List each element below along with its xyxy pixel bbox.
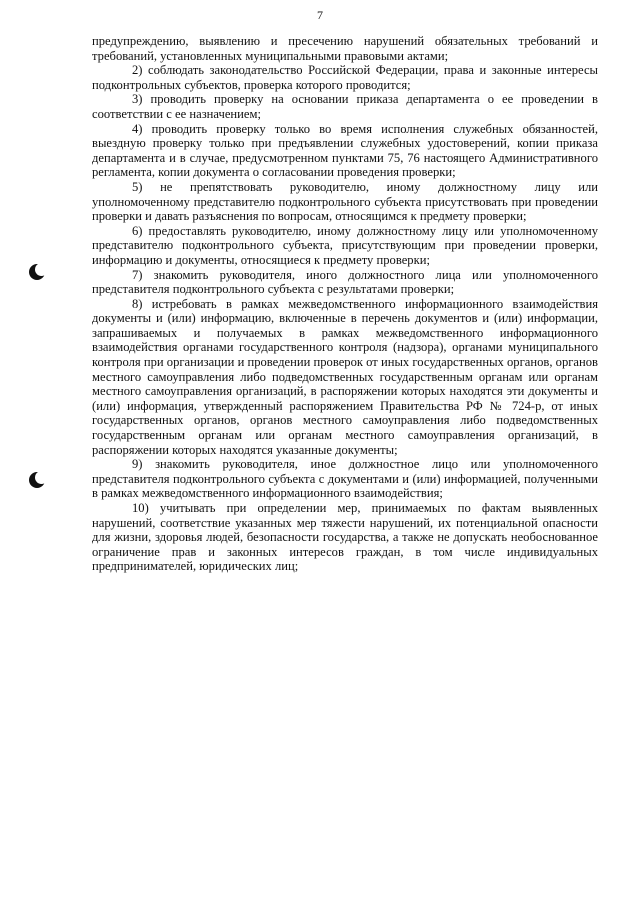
paragraph-item-5: 5) не препятствовать руководителю, иному должностному лицу или уполномоченному представителю подконтрольного субъекта присутствовать при проведении проверки и давать разъяснения по вопросам, относящимся к предмету проверки; — [92, 179, 598, 224]
paragraph-item-8: 8) истребовать в рамках межведомственного информационного взаимодействия документы и (или) информацию, включенные в перечень документов и (или) информации, запрашиваемых и получаемых в рамках межведомственного информационного взаимодействия органами государственного контроля (надзора), органами муниципального контроля при организации и проведении проверок от иных государственных органов, органов местного самоуправления либо подведомственных государственным органам или органам местного самоуправления организаций, в распоряжении которых находятся эти документы и (или) информация, утвержденный распоряжением Правительства РФ № 724-р, от иных государственных органов, органов местного самоуправления либо подведомственных государственным органам или органам местного самоуправления организаций, в распоряжении которых находятся указанные документы; — [92, 296, 598, 457]
paragraph-item-6: 6) предоставлять руководителю, иному должностному лицу или уполномоченному представителю подконтрольного субъекта, присутствующим при проведении проверки, информацию и документы, относящиеся к предмету проверки; — [92, 223, 598, 267]
punch-hole-mark — [29, 472, 45, 488]
page-number: 7 — [317, 8, 323, 22]
punch-hole-mark — [29, 264, 45, 280]
document-body — [92, 34, 598, 574]
paragraph-item-7: 7) знакомить руководителя, иного должностного лица или уполномоченного представителя подконтрольного субъекта с результатами проверки; — [92, 267, 598, 297]
paragraph-item-10: 10) учитывать при определении мер, принимаемых по фактам выявленных нарушений, соответствие указанных мер тяжести нарушений, их потенциальной опасности для жизни, здоровья людей, безопасности государства, а также не допускать необоснованное ограничение прав и законных интересов граждан, в том числе индивидуальных предпринимателей, юридических лиц; — [92, 501, 598, 574]
paragraph-item-9: 9) знакомить руководителя, иное должностное лицо или уполномоченного представителя подконтрольного субъекта с документами и (или) информацией, полученными в рамках межведомственного информационного взаимодействия; — [92, 457, 598, 501]
paragraph-item-4: 4) проводить проверку только во время исполнения служебных обязанностей, выездную проверку только при предъявлении служебных удостоверений, копии приказа департамента и в случае, предусмотренном пунктами 75, 76 настоящего Административного регламента, копии документа о согласовании проведения проверки; — [92, 121, 598, 180]
paragraph-continuation: предупреждению, выявлению и пресечению нарушений обязательных требований и требований, установленных муниципальными правовыми актами; — [92, 34, 598, 63]
paragraph-item-3: 3) проводить проверку на основании приказа департамента о ее проведении в соответствии с ее назначением; — [92, 92, 598, 121]
paragraph-item-2: 2) соблюдать законодательство Российской Федерации, права и законные интересы подконтрольных субъектов, проверка которого проводится; — [92, 63, 598, 92]
